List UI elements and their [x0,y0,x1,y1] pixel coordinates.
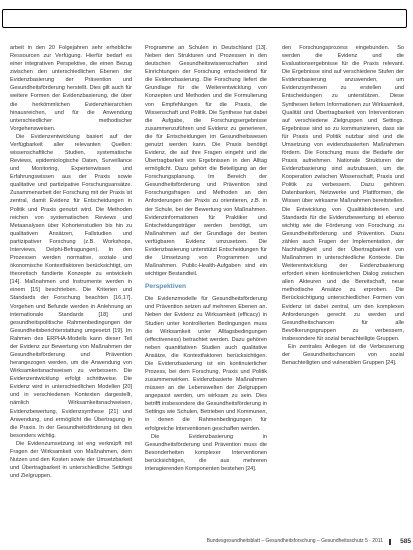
footer-divider [389,539,391,545]
column-3 [282,44,404,367]
column-2 [145,44,267,473]
paragraph: Programme an Schulen in Deutschland [13]. Neben den Strukturen und Prozessen in den deutschen Gesundheitswissenschaften sind Einrichtungen der Forschung entscheidend für die Evidenzbasierung. Die Forschung liefert die Grundlage für die Weiterentwicklung von Konzepten und Methoden und die Formulierung von Empfehlungen für die Praxis, die Wissenschaft und Politik. Die Synthese hat dabei die Aufgabe, die Forschungsergebnisse zusammenzuführen und Evidenz zu generieren, die für Entscheidungen im Gesundheitswesen genutzt werden kann. Die Praxis benötigt Evidenz, die auf ihre Fragen eingeht und die Übertragbarkeit von Ergebnissen in den Alltag ermöglicht. Dazu gehört die Beteiligung an der Forschungsplanung. Im Bereich der Gesundheitsförderung und Prävention sind Forschungsfragen und Methoden an den Anforderungen der Praxis zu orientieren, z.B. in der Schule, bei der Bewertung von Maßnahmen. Evidenzinformationen für Praktiker und Entscheidungsträger werden benötigt, um Maßnahmen auf der Grundlage der besten verfügbaren Evidenz umzusetzen. Die Evidenzbasierung unterstützt Entscheidungen für die Umsetzung von Programmen und Maßnahmen. Public-Health-Aufgaben sind ein wichtiger Bestandteil. [145,45,267,278]
paragraph: Die Evidenzentwicklung basiert auf der Verfügbarkeit aller relevanten Quellen: wissenschaftliche Studien, systematische Reviews, epidemiologische Daten, Surveillance und Monitoring, Expertenwissen und Erfahrungswissen aus der Praxis sowie qualitative und partizipative Forschungsansätze. Zusammenarbeit der Forschung mit der Praxis ist zentral, damit Evidenz für Entscheidungen in Politik und Praxis genutzt wird. Die Methoden reichen von systematischen Reviews und Metaanalysen über Kohortenstudien bis hin zu qualitativen Ansätzen, Fallstudien und partizipativer Forschung (z.B. Workshops, Interviews, Delphi-Befragungen). In den Prozessen werden normative, soziale und ökonomische Kontextfaktoren berücksichtigt, um theoretisch fundierte Konzepte zu entwickeln [14]. Maßnahmen und Instrumente werden in einem [15] beschrieben. Die Kriterien und Standards der Forschung beachten [16,17]. Vorgehen und Befunde werden in Anlehnung an internationale Standards [18] und gesundheitspolitische Rahmenbedingungen der Gesundheitsberichterstattung umgesetzt [19]. Im Rahmen des ERPHA-Modells kann dieser Teil der Evidenz zur Bewertung von Maßnahmen der Gesundheitsförderung und Prävention herangezogen werden, um die Anwendung von Wirksamkeitsnachweisen zu verbessern. Die Evidenzentwicklung erfolgt schrittweise. Die Evidenz wird in unterschiedlichen Modellen [20] und in verschiedenen Kontexten dargestellt, nämlich Wirksamkeitsnachweisen, Evidenzbewertung, Evidenzsynthese [21] und Anwendung, und ermöglicht die Übertragung in die Praxis. In der Gesundheitsförderung ist dies besonders wichtig. [10,133,132,439]
paragraph: Die Evidenzmodelle für Gesundheitsförderung und Prävention setzen auf mehreren Ebenen an. Neben der Evidenz zu Wirksamkeit (efficacy) in Studien unter kontrollierten Bedingungen muss die Wirksamkeit unter Alltagsbedingungen (effectiveness) betrachtet werden. Dazu gehören neben quantitativen Studien auch qualitative Ansätze, die Kontextfaktoren berücksichtigen. Die Evidenzbasierung ist ein kontinuierlicher Prozess, bei dem Forschung, Praxis und Politik zusammenwirken. Evidenzbasierte Maßnahmen müssen an die Lebenswelten der Zielgruppen angepasst werden, um wirksam zu sein. Dies betrifft insbesondere die Gesundheitsförderung in Settings wie Schulen, Betrieben und Kommunen, in denen die Rahmenbedingungen für erfolgreiche Interventionen geschaffen werden. [145,296,267,432]
section-heading: Perspektiven [145,283,187,291]
header-box [2,9,407,28]
column-1 [10,44,132,480]
page-footer [0,538,413,550]
paragraph: Die Evidenzbasierung in Gesundheitsförderung und Prävention muss die Besonderheiten komplexer Interventionen berücksichtigen, die aus mehreren interagierenden Komponenten bestehen [24]. [145,433,267,472]
paragraph: arbeit in den 20 Folgejahren sehr erhebliche Ressourcen zur Verfügung. Hierfür bedarf es einer integrativen Perspektive, die einen Bezug zwischen den unterschiedlichen Ebenen der Evidenzbasierung der Prävention und Gesundheitsförderung herstellt. Dies gilt auch für weitere Formen der Evidenzbasierung, die über die herkömmlichen Evidenzhierarchien hinausreichen, und für die Anwendung unterschiedlicher methodischer Vorgehensweisen. [10,45,132,132]
paragraph: Ein zentrales Anliegen ist die Verbesserung der Gesundheitschancen von sozial Benachteiligten und vulnerablen Gruppen [24]. [282,343,404,367]
top-header-frame [0,0,413,30]
page-number: 585 [400,538,411,545]
paragraph: den Forschungsprozess eingebunden. So werden die Evidenz und die Evaluationsergebnisse für die Praxis relevant. Die Ergebnisse sind auf verschiedene Stufen der Evidenzbasierung anzuwenden, um Evidenzsynthesen zu erstellen und Entscheidungen zu unterstützen. Diese Synthesen liefern Informationen zur Wirksamkeit, Qualität und Übertragbarkeit von Interventionen auf verschiedene Zielgruppen und Settings. Ergebnisse sind so zu kommunizieren, dass sie für Praxis und Politik nutzbar sind und die Umsetzung von evidenzbasierten Maßnahmen fördern. Die Forschung muss die Bedarfe der Praxis aufnehmen. Nationale Strukturen der Evidenzbasierung sind aufzubauen, um die Kooperation zwischen Wissenschaft, Praxis und Politik zu verbessern. Dazu gehören Datenbanken, Netzwerke und Plattformen, die Wissen über wirksame Maßnahmen bereitstellen. Die Entwicklung von Qualitätskriterien und Standards für die Evidenzbewertung ist ebenso wichtig wie die Förderung von Forschung zu Gesundheitsförderung und Prävention. Dazu zählen auch Fragen der Implementation, der Nachhaltigkeit und der Übertragbarkeit von Maßnahmen in unterschiedliche Kontexte. Die Weiterentwicklung der Evidenzbasierung erfordert einen kontinuierlichen Dialog zwischen allen Akteuren und die Bereitschaft, neue methodische Ansätze zu erproben. Die Berücksichtigung unterschiedlicher Formen von Evidenz ist dabei zentral, um den komplexen Anforderungen gerecht zu werden und Gesundheitschancen für alle Bevölkerungsgruppen zu verbessern, insbesondere für sozial benachteiligte Gruppen. [282,45,404,342]
journal-citation: Bundesgesundheitsblatt – Gesundheitsforschung – Gesundheitsschutz 5 · 2011 [206,538,383,544]
paragraph: Die Evidenzumsetzung ist eng verknüpft mit Fragen der Wirksamkeit von Maßnahmen, dem Nutzen und den Kosten sowie der Umsetzbarkeit und Übertragbarkeit in unterschiedliche Settings und Zielgruppen. [10,440,132,480]
